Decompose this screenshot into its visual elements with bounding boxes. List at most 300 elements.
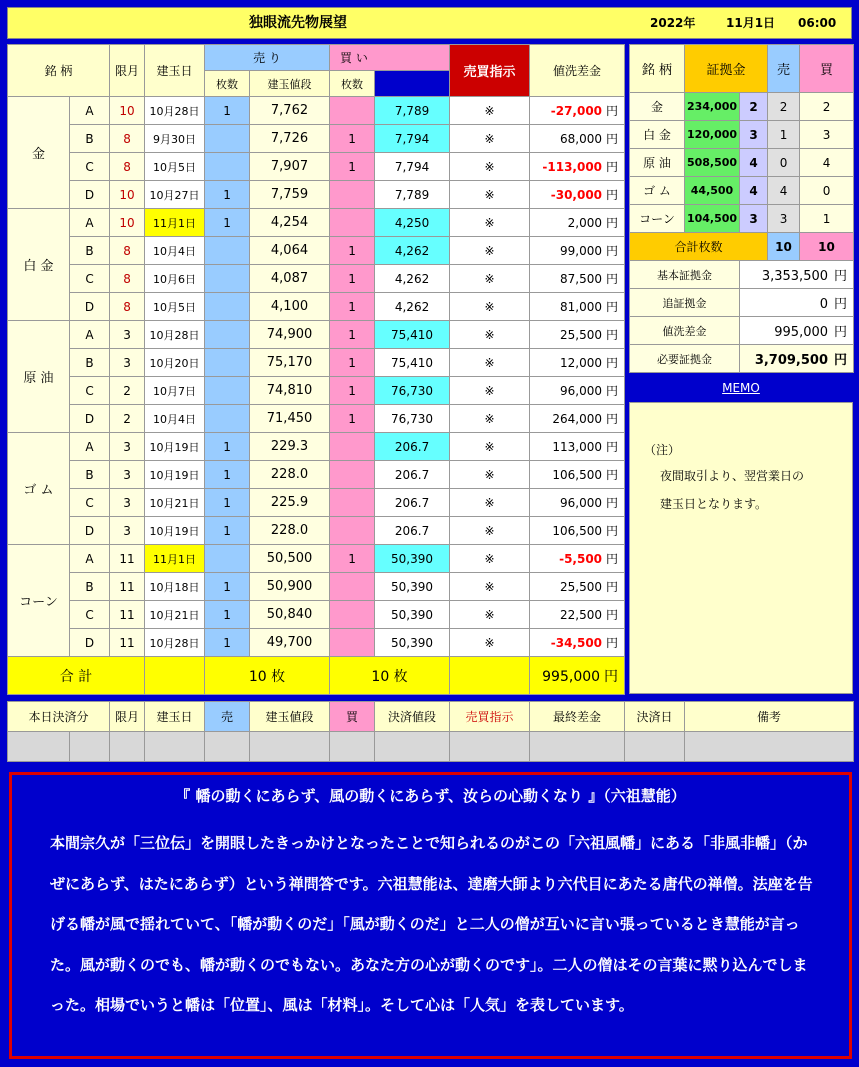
table-row xyxy=(8,433,625,461)
row-instruction: ※ xyxy=(450,629,530,657)
row-date: 10月19日 xyxy=(145,517,205,545)
col-header-buy-qty: 枚数 xyxy=(330,71,375,97)
row-month: 3 xyxy=(110,489,145,517)
row-date: 10月18日 xyxy=(145,573,205,601)
page-title: 独眼流先物展望 xyxy=(249,15,347,31)
row-month: 2 xyxy=(110,377,145,405)
col-header-price: 建玉値段 xyxy=(250,71,330,97)
row-sell-qty: 1 xyxy=(205,629,250,657)
margin-row-value: 120,000 xyxy=(685,121,740,149)
commodity-name: 原 油 xyxy=(8,321,70,433)
row-price: 7,726 xyxy=(250,125,330,153)
row-close: 50,390 xyxy=(375,601,450,629)
row-date: 11月1日 xyxy=(145,209,205,237)
margin-row-value: 508,500 xyxy=(685,149,740,177)
row-close: 75,410 xyxy=(375,321,450,349)
row-close: 7,794 xyxy=(375,125,450,153)
row-month: 3 xyxy=(110,517,145,545)
total-buy: 10 枚 xyxy=(330,657,450,695)
positions-table xyxy=(7,44,625,695)
row-month: 8 xyxy=(110,237,145,265)
row-date: 10月19日 xyxy=(145,433,205,461)
row-diff xyxy=(530,265,625,293)
memo-link[interactable]: MEMO xyxy=(722,381,760,395)
row-date: 10月21日 xyxy=(145,489,205,517)
row-close: 7,789 xyxy=(375,97,450,125)
row-buy-qty xyxy=(330,601,375,629)
row-label: D xyxy=(70,517,110,545)
diff-unit: 円 xyxy=(606,384,619,398)
diff-value: 106,500 xyxy=(552,468,603,482)
row-price: 49,700 xyxy=(250,629,330,657)
summary-unit: 円 xyxy=(834,297,848,312)
side-header-margin: 証拠金 xyxy=(685,45,768,93)
row-label: C xyxy=(70,265,110,293)
summary-value: 995,000 xyxy=(774,325,829,340)
diff-value: 106,500 xyxy=(552,524,603,538)
row-instruction: ※ xyxy=(450,293,530,321)
summary-value-cell xyxy=(740,345,854,373)
row-buy-qty xyxy=(330,461,375,489)
table-row xyxy=(8,153,625,181)
row-sell-qty: 1 xyxy=(205,209,250,237)
row-price: 50,900 xyxy=(250,573,330,601)
col-header-sell-qty: 枚数 xyxy=(205,71,250,97)
summary-row xyxy=(630,261,854,289)
row-sell-qty: 1 xyxy=(205,517,250,545)
row-close: 76,730 xyxy=(375,377,450,405)
settlement-table xyxy=(7,701,854,762)
row-date: 10月7日 xyxy=(145,377,205,405)
margin-row-sell: 4 xyxy=(768,177,800,205)
row-diff xyxy=(530,377,625,405)
row-price: 74,900 xyxy=(250,321,330,349)
quote-title: 『 幡の動くにあらず、風の動くにあらず、汝らの心動くなり 』（六祖慧能） xyxy=(175,787,686,805)
row-month: 8 xyxy=(110,125,145,153)
settle-header-instruction: 売買指示 xyxy=(450,702,530,732)
row-month: 3 xyxy=(110,349,145,377)
row-sell-qty: 1 xyxy=(205,181,250,209)
row-instruction: ※ xyxy=(450,433,530,461)
total-empty-2 xyxy=(450,657,530,695)
row-buy-qty: 1 xyxy=(330,405,375,433)
diff-value: 25,500 xyxy=(560,580,603,594)
diff-unit: 円 xyxy=(606,636,619,650)
total-diff-value: 995,000 xyxy=(542,668,601,685)
diff-value: 25,500 xyxy=(560,328,603,342)
row-buy-qty xyxy=(330,629,375,657)
table-row xyxy=(8,517,625,545)
row-price: 50,500 xyxy=(250,545,330,573)
row-date: 10月4日 xyxy=(145,237,205,265)
settle-header-date: 建玉日 xyxy=(145,702,205,732)
col-header-name: 銘 柄 xyxy=(8,45,110,97)
margin-row-name: ゴ ム xyxy=(630,177,685,205)
diff-value: 87,500 xyxy=(560,272,603,286)
row-sell-qty: 1 xyxy=(205,97,250,125)
margin-row-count: 4 xyxy=(740,177,768,205)
row-sell-qty: 1 xyxy=(205,489,250,517)
row-diff xyxy=(530,125,625,153)
row-label: C xyxy=(70,153,110,181)
row-label: D xyxy=(70,405,110,433)
table-row xyxy=(8,377,625,405)
row-month: 2 xyxy=(110,405,145,433)
summary-label: 追証拠金 xyxy=(630,289,740,317)
total-empty xyxy=(145,657,205,695)
row-instruction: ※ xyxy=(450,349,530,377)
row-month: 8 xyxy=(110,293,145,321)
row-buy-qty: 1 xyxy=(330,377,375,405)
margin-total-buy: 10 xyxy=(800,233,854,261)
margin-total-row xyxy=(630,233,854,261)
row-price: 74,810 xyxy=(250,377,330,405)
col-header-instruction: 売買指示 xyxy=(450,45,530,97)
side-header-name: 銘 柄 xyxy=(630,45,685,93)
row-buy-qty: 1 xyxy=(330,265,375,293)
diff-unit: 円 xyxy=(606,300,619,314)
diff-value: 264,000 xyxy=(552,412,603,426)
row-buy-qty: 1 xyxy=(330,321,375,349)
table-row xyxy=(8,209,625,237)
row-price: 4,100 xyxy=(250,293,330,321)
row-close: 4,250 xyxy=(375,209,450,237)
row-diff xyxy=(530,601,625,629)
total-row xyxy=(8,657,625,695)
margin-row-sell: 1 xyxy=(768,121,800,149)
row-close: 4,262 xyxy=(375,237,450,265)
col-header-buy: 買 い xyxy=(330,45,450,71)
row-price: 229.3 xyxy=(250,433,330,461)
row-diff xyxy=(530,405,625,433)
row-diff xyxy=(530,237,625,265)
row-label: C xyxy=(70,601,110,629)
row-diff xyxy=(530,489,625,517)
row-instruction: ※ xyxy=(450,237,530,265)
row-sell-qty: 1 xyxy=(205,461,250,489)
diff-unit: 円 xyxy=(606,496,619,510)
table-row xyxy=(8,293,625,321)
row-price: 50,840 xyxy=(250,601,330,629)
row-label: A xyxy=(70,545,110,573)
header-year: 2022年 xyxy=(650,16,696,30)
table-row xyxy=(8,237,625,265)
row-close: 50,390 xyxy=(375,545,450,573)
row-close: 206.7 xyxy=(375,517,450,545)
row-diff xyxy=(530,321,625,349)
margin-row-buy: 4 xyxy=(800,149,854,177)
diff-unit: 円 xyxy=(606,328,619,342)
summary-label: 必要証拠金 xyxy=(630,345,740,373)
settle-header-settle-price: 決済値段 xyxy=(375,702,450,732)
col-header-date: 建玉日 xyxy=(145,45,205,97)
margin-row-buy: 2 xyxy=(800,93,854,121)
memo-line-1: 夜間取引より、翌営業日の xyxy=(660,469,805,483)
diff-unit: 円 xyxy=(606,608,619,622)
diff-value: 68,000 xyxy=(560,132,603,146)
row-date: 10月6日 xyxy=(145,265,205,293)
row-sell-qty: 1 xyxy=(205,433,250,461)
row-sell-qty xyxy=(205,237,250,265)
summary-value-cell xyxy=(740,289,854,317)
row-date: 10月19日 xyxy=(145,461,205,489)
header-date: 11月1日 xyxy=(726,16,776,30)
row-buy-qty: 1 xyxy=(330,125,375,153)
margin-row-value: 44,500 xyxy=(685,177,740,205)
diff-unit: 円 xyxy=(606,244,619,258)
row-instruction: ※ xyxy=(450,461,530,489)
margin-row-count: 4 xyxy=(740,149,768,177)
settle-header-sell: 売 xyxy=(205,702,250,732)
row-month: 11 xyxy=(110,601,145,629)
side-header-buy: 買 xyxy=(800,45,854,93)
row-sell-qty xyxy=(205,293,250,321)
row-month: 11 xyxy=(110,573,145,601)
row-price: 225.9 xyxy=(250,489,330,517)
commodity-name: ゴ ム xyxy=(8,433,70,545)
diff-value: 96,000 xyxy=(560,496,603,510)
row-label: B xyxy=(70,461,110,489)
summary-row xyxy=(630,345,854,373)
col-header-sell: 売 り xyxy=(205,45,330,71)
row-buy-qty: 1 xyxy=(330,153,375,181)
row-date: 10月21日 xyxy=(145,601,205,629)
margin-row-name: 原 油 xyxy=(630,149,685,177)
side-header-sell: 売 xyxy=(768,45,800,93)
row-buy-qty xyxy=(330,181,375,209)
table-row xyxy=(8,573,625,601)
settle-header-buy: 買 xyxy=(330,702,375,732)
row-close: 50,390 xyxy=(375,629,450,657)
diff-unit: 円 xyxy=(606,552,619,566)
summary-value: 3,709,500 xyxy=(754,353,829,368)
row-sell-qty xyxy=(205,265,250,293)
margin-row-buy: 1 xyxy=(800,205,854,233)
row-date: 11月1日 xyxy=(145,545,205,573)
row-close: 4,262 xyxy=(375,293,450,321)
summary-value-cell xyxy=(740,317,854,345)
table-row xyxy=(8,265,625,293)
commodity-name: 白 金 xyxy=(8,209,70,321)
row-buy-qty: 1 xyxy=(330,237,375,265)
row-price: 4,254 xyxy=(250,209,330,237)
memo-panel xyxy=(629,402,853,694)
row-sell-qty: 1 xyxy=(205,601,250,629)
row-buy-qty xyxy=(330,97,375,125)
row-diff xyxy=(530,349,625,377)
row-buy-qty: 1 xyxy=(330,293,375,321)
row-label: D xyxy=(70,629,110,657)
diff-value: -30,000 xyxy=(550,188,603,202)
margin-row xyxy=(630,93,854,121)
row-sell-qty xyxy=(205,405,250,433)
row-price: 228.0 xyxy=(250,461,330,489)
row-instruction: ※ xyxy=(450,601,530,629)
diff-unit: 円 xyxy=(606,412,619,426)
row-label: B xyxy=(70,125,110,153)
row-close: 206.7 xyxy=(375,461,450,489)
row-month: 10 xyxy=(110,181,145,209)
row-label: D xyxy=(70,293,110,321)
margin-row xyxy=(630,205,854,233)
summary-unit: 円 xyxy=(834,325,848,340)
total-diff xyxy=(530,657,625,695)
row-instruction: ※ xyxy=(450,97,530,125)
margin-row-sell: 2 xyxy=(768,93,800,121)
diff-value: -34,500 xyxy=(550,636,603,650)
diff-unit: 円 xyxy=(606,216,619,230)
diff-value: 22,500 xyxy=(560,608,603,622)
summary-label: 値洗差金 xyxy=(630,317,740,345)
diff-unit: 円 xyxy=(606,468,619,482)
row-label: A xyxy=(70,321,110,349)
diff-value: -27,000 xyxy=(550,104,603,118)
diff-value: 2,000 xyxy=(567,216,603,230)
summary-unit: 円 xyxy=(834,269,848,284)
margin-row-sell: 3 xyxy=(768,205,800,233)
row-close: 7,794 xyxy=(375,153,450,181)
margin-row-value: 234,000 xyxy=(685,93,740,121)
row-instruction: ※ xyxy=(450,545,530,573)
row-month: 11 xyxy=(110,629,145,657)
table-row xyxy=(8,125,625,153)
row-diff xyxy=(530,573,625,601)
row-buy-qty xyxy=(330,489,375,517)
row-label: C xyxy=(70,489,110,517)
margin-row-count: 2 xyxy=(740,93,768,121)
settle-empty-row xyxy=(8,732,854,762)
total-label: 合 計 xyxy=(8,657,145,695)
row-month: 10 xyxy=(110,209,145,237)
row-date: 10月27日 xyxy=(145,181,205,209)
summary-row xyxy=(630,289,854,317)
settle-header-price: 建玉値段 xyxy=(250,702,330,732)
table-row xyxy=(8,545,625,573)
row-price: 4,064 xyxy=(250,237,330,265)
margin-row-name: コーン xyxy=(630,205,685,233)
settle-header-remarks: 備考 xyxy=(685,702,854,732)
settle-header-today: 本日決済分 xyxy=(8,702,110,732)
row-instruction: ※ xyxy=(450,321,530,349)
row-price: 4,087 xyxy=(250,265,330,293)
row-diff xyxy=(530,629,625,657)
row-instruction: ※ xyxy=(450,265,530,293)
row-date: 10月28日 xyxy=(145,97,205,125)
summary-label: 基本証拠金 xyxy=(630,261,740,289)
row-close: 50,390 xyxy=(375,573,450,601)
row-buy-qty: 1 xyxy=(330,545,375,573)
row-instruction: ※ xyxy=(450,209,530,237)
diff-value: -113,000 xyxy=(542,160,603,174)
summary-value-cell xyxy=(740,261,854,289)
diff-unit: 円 xyxy=(606,104,619,118)
row-close: 206.7 xyxy=(375,433,450,461)
row-instruction: ※ xyxy=(450,377,530,405)
memo-note-title: （注） xyxy=(644,443,681,457)
margin-row-sell: 0 xyxy=(768,149,800,177)
row-diff xyxy=(530,97,625,125)
diff-unit: 円 xyxy=(606,580,619,594)
row-instruction: ※ xyxy=(450,181,530,209)
row-date: 10月4日 xyxy=(145,405,205,433)
table-row xyxy=(8,97,625,125)
commodity-name: コーン xyxy=(8,545,70,657)
margin-row xyxy=(630,121,854,149)
row-close: 76,730 xyxy=(375,405,450,433)
row-close: 4,262 xyxy=(375,265,450,293)
quote-box xyxy=(9,772,852,1059)
row-label: B xyxy=(70,573,110,601)
row-buy-qty xyxy=(330,433,375,461)
row-diff xyxy=(530,545,625,573)
table-row xyxy=(8,489,625,517)
row-month: 3 xyxy=(110,321,145,349)
margin-row-buy: 3 xyxy=(800,121,854,149)
margin-row-value: 104,500 xyxy=(685,205,740,233)
row-price: 7,759 xyxy=(250,181,330,209)
row-diff xyxy=(530,433,625,461)
diff-unit: 円 xyxy=(606,272,619,286)
diff-value: 99,000 xyxy=(560,244,603,258)
memo-line-2: 建玉日となります。 xyxy=(660,497,768,511)
row-diff xyxy=(530,461,625,489)
row-sell-qty xyxy=(205,153,250,181)
row-sell-qty: 1 xyxy=(205,573,250,601)
margin-row-name: 金 xyxy=(630,93,685,121)
row-month: 3 xyxy=(110,433,145,461)
row-instruction: ※ xyxy=(450,517,530,545)
row-diff xyxy=(530,517,625,545)
row-diff xyxy=(530,209,625,237)
margin-total-sell: 10 xyxy=(768,233,800,261)
row-month: 10 xyxy=(110,97,145,125)
summary-row xyxy=(630,317,854,345)
settle-header-month: 限月 xyxy=(110,702,145,732)
row-label: A xyxy=(70,433,110,461)
quote-body: 本間宗久が「三位伝」を開眼したきっかけとなったことで知られるのがこの「六祖風幡」にある「非風非幡」（かぜにあらず、はたにあらず）という禅問答です。六祖慧能は、達磨大師より六代目にあたる唐代の禅僧。法座を告げる幡が風で揺れていて、「幡が動くのだ」「風が動くのだ」と二人の僧が互いに言い張っているとき慧能が言った。風が動くのでも、幡が動くのでもない。あなた方の心が動くのです」。二人の僧はその言葉に黙り込んでしまった。相場でいうと幡は「位置」、風は「材料」。そして心は「人気」を表しています。 xyxy=(50,834,813,1014)
diff-unit: 円 xyxy=(606,440,619,454)
row-date: 10月28日 xyxy=(145,629,205,657)
row-instruction: ※ xyxy=(450,125,530,153)
margin-row-count: 3 xyxy=(740,121,768,149)
row-diff xyxy=(530,181,625,209)
row-price: 7,907 xyxy=(250,153,330,181)
settle-header-final-diff: 最終差金 xyxy=(530,702,625,732)
row-sell-qty xyxy=(205,321,250,349)
row-price: 7,762 xyxy=(250,97,330,125)
summary-value: 3,353,500 xyxy=(761,269,829,284)
margin-row-count: 3 xyxy=(740,205,768,233)
diff-unit: 円 xyxy=(606,356,619,370)
row-instruction: ※ xyxy=(450,153,530,181)
row-buy-qty xyxy=(330,209,375,237)
row-label: A xyxy=(70,97,110,125)
row-month: 3 xyxy=(110,461,145,489)
summary-value: 0 xyxy=(819,297,829,312)
row-label: B xyxy=(70,237,110,265)
diff-value: 113,000 xyxy=(552,440,603,454)
table-row xyxy=(8,181,625,209)
row-sell-qty xyxy=(205,545,250,573)
margin-total-label: 合計枚数 xyxy=(630,233,768,261)
row-buy-qty xyxy=(330,517,375,545)
row-price: 75,170 xyxy=(250,349,330,377)
row-diff xyxy=(530,293,625,321)
row-sell-qty xyxy=(205,349,250,377)
summary-unit: 円 xyxy=(834,353,848,368)
total-diff-unit: 円 xyxy=(604,668,619,685)
table-row xyxy=(8,321,625,349)
